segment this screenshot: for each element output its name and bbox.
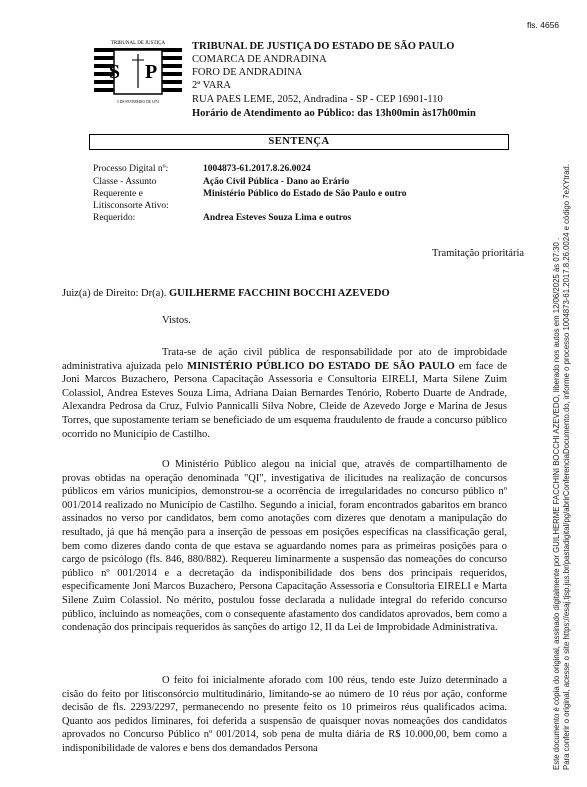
- paragraph-3: O feito foi inicialmente aforado com 100 réus, tendo este Juízo determinado a cisão do feito por litisconsórcio multitudinário, limitando-se ao número de 10 réus por ação, conforme decisão de fls. 2293/2297, permanecendo no presente feito os 10 primeiros réus qualificados acima. Quanto aos pedidos liminares, foi deferida a suspensão de quaisquer novas nomeações dos candidatos aprovados no Concurso Público nº 001/2014, sob pena de multa diária de R$ 10.000,00, bem como a indisponibilidade de valores e bens dos demandados Persona: [62, 675, 507, 754]
- page-number: fls. 4656: [527, 20, 560, 30]
- paragraph-2: O Ministério Público alegou na inicial que, através de compartilhamento de provas obtidas na operação denominada "QI", investigativa de ilicitudes na realização de concursos públicos em vários municípios, demonstrou-se a ocorrência de irregularidades no concurso público nº 001/2014 realizado no Município de Castilho. Segundo a inicial, foram encontrados gabaritos em branco assinados no verso por candidatos, bem como anotações com dizeres que denotam a manipulação do resultado, já que há menção para a inserção de pessoas em posições específicas na classificação geral, bem como dizeres dando conta de que estava se aguardando nomes para as primeiras posições para o cargo de psicólogo (fls. 846, 880/882). Requereu liminarmente a suspensão das nomeações do concurso público nº 001/2014 e a decretação da indisponibilidade dos bens dos principais requeridos, especificamente Joni Marcos Buzachero, Persona Capacitação Assessoria e Consultoria EIRELI e Marta Silene Zuim Colassiol. No mérito, postulou fosse declarada a nulidade integral do referido concurso público, incluindo as nomeações, com o consequente afastamento dos candidatos aprovados, bem como a condenação dos principais requeridos às sanções do artigo 12, II da Lei de Improbidade Administrativa.: [62, 459, 507, 634]
- judge-line: Juiz(a) de Direito: Dr(a). GUILHERME FACCHINI BOCCHI AZEVEDO: [62, 288, 390, 299]
- case-value-class: Ação Civil Pública - Dano ao Erário: [203, 177, 350, 187]
- header-address: RUA PAES LEME, 2052, Andradina - SP - CEP 16901-110: [192, 94, 443, 105]
- header-hours: Horário de Atendimento ao Público: das 13h00min às17h00min: [192, 108, 476, 119]
- judge-name: GUILHERME FACCHINI BOCCHI AZEVEDO: [169, 288, 390, 299]
- header-vara: 2ª VARA: [192, 80, 231, 91]
- court-emblem-icon: [92, 36, 184, 106]
- header-court: TRIBUNAL DE JUSTIÇA DO ESTADO DE SÃO PAULO: [192, 41, 455, 52]
- case-label-class: Classe - Assunto: [93, 177, 157, 187]
- priority-note: Tramitação prioritária: [432, 248, 525, 259]
- document-title: SENTENÇA: [89, 134, 509, 150]
- case-label-process: Processo Digital nº:: [93, 164, 169, 174]
- case-label-defendant: Requerido:: [93, 213, 136, 223]
- paragraph-1: Trata-se de ação civil pública de responsabilidade por ato de improbidade administrativa ajuizada pelo MINISTÉRIO PÚBLICO DO ESTADO DE SÃO PAULO em face de Joni Marcos Buzachero, Persona Capacitação Assessoria e Consultoria EIRELI, Marta Silene Zuim Colassiol, Andrea Esteves Souza Lima, Adriana Daian Bernardes Tenório, Roberto Duarte de Andrade, Alexandra Pedrosa da Cruz, Fulvio Pannicalli Silva Nobre, Cleide de Azevedo Jorge e Marina de Jesus Torres, que supostamente teriam se beneficiado de um esquema fraudulento de fraude a concurso público ocorrido no Município de Castilho.: [62, 347, 508, 440]
- side-stamp-line-1: Este documento é cópia do original, assinado digitalmente por GUILHERME FACCHINI BOCCHI AZEVEDO, liberado nos autos em 12/06/2025 às 07:30 .: [552, 237, 561, 770]
- header-comarca: COMARCA DE ANDRADINA: [192, 54, 327, 65]
- emblem-letters: S P: [108, 61, 168, 83]
- case-value-defendant: Andrea Esteves Souza Lima e outros: [203, 213, 352, 223]
- emblem-top-text: TRIBUNAL DE JUSTIÇA: [110, 41, 166, 46]
- case-value-process: 1004873-61.2017.8.26.0024: [203, 164, 311, 174]
- vistos: Vistos.: [162, 315, 191, 326]
- side-stamp-line-2: Para conferir o original, acesse o site https://esaj.tjsp.jus.br/pastadigital/pg/abrirConferenciaDocumento.do, informe o processo 1004873-61.2017.8.26.0024 e código 7eXYtrad.: [562, 164, 571, 770]
- header-foro: FORO DE ANDRADINA: [192, 67, 303, 78]
- emblem-bottom-text: 5 DE FEVEREIRO DE 1874: [117, 100, 159, 104]
- case-label-litis: Litisconsorte Ativo:: [93, 201, 169, 211]
- case-label-plaintiff: Requerente e: [93, 189, 143, 199]
- case-value-plaintiff: Ministério Público do Estado de São Paulo e outro: [203, 189, 407, 199]
- side-authentication-stamp: [552, 50, 580, 770]
